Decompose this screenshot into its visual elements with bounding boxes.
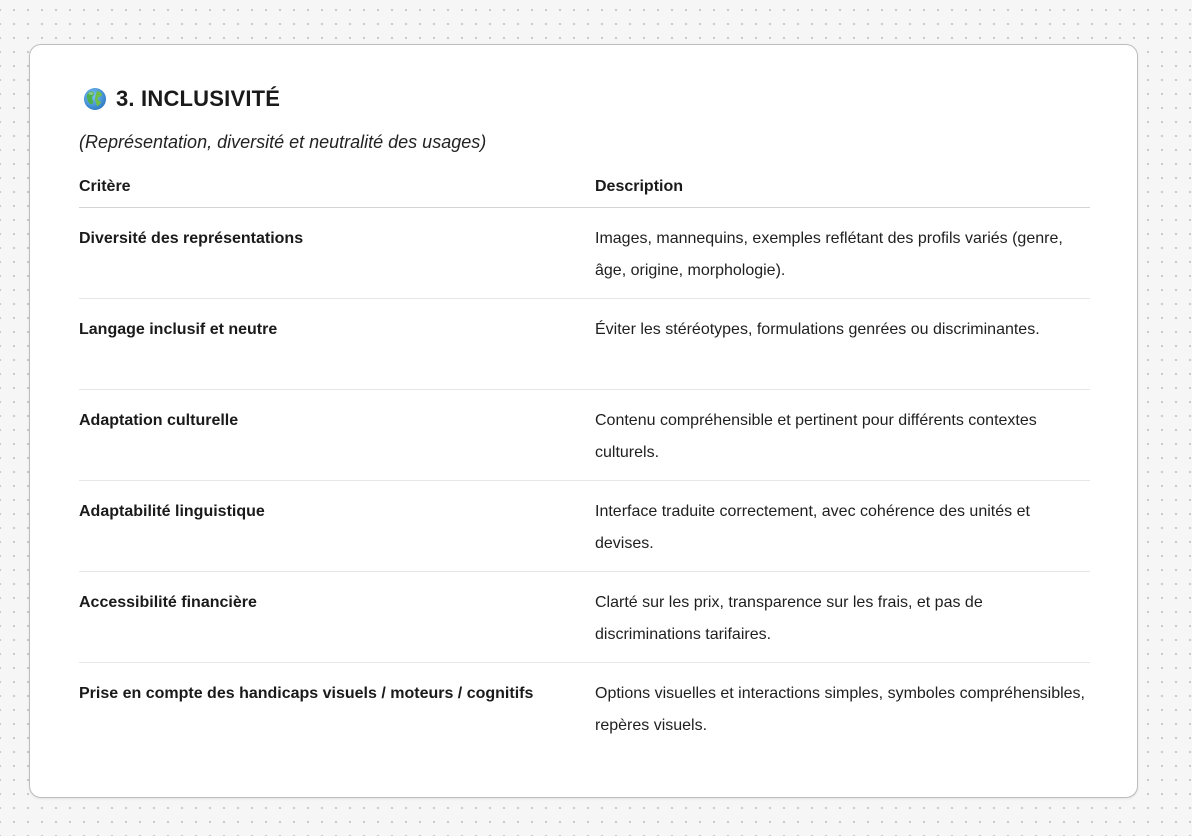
row-criterion: Adaptabilité linguistique (79, 503, 265, 520)
table-row (79, 481, 1090, 572)
row-criterion: Adaptation culturelle (79, 412, 239, 429)
row-description: Contenu compréhensible et pertinent pour différents contextes culturels. (595, 412, 1037, 461)
header-description: Description (595, 178, 684, 195)
row-description: Éviter les stéréotypes, formulations genrées ou discriminantes. (595, 321, 1040, 338)
row-description: Clarté sur les prix, transparence sur les frais, et pas de discriminations tarifaires. (595, 594, 983, 643)
table-row (79, 208, 1090, 299)
content-card (29, 44, 1138, 798)
section-subtitle: (Représentation, diversité et neutralité des usages) (79, 132, 487, 152)
globe-icon (83, 87, 107, 111)
row-criterion: Diversité des représentations (79, 230, 304, 247)
table-row (79, 663, 1090, 754)
row-criterion: Langage inclusif et neutre (79, 321, 278, 338)
table-row (79, 299, 1090, 390)
criteria-table (79, 172, 1090, 754)
table-row (79, 390, 1090, 481)
table-row (79, 572, 1090, 663)
row-criterion: Prise en compte des handicaps visuels / moteurs / cognitifs (79, 685, 534, 702)
row-description: Images, mannequins, exemples reflétant des profils variés (genre, âge, origine, morphologie). (595, 230, 1063, 279)
row-description: Options visuelles et interactions simples, symboles compréhensibles, repères visuels. (595, 685, 1085, 734)
section-header (83, 85, 280, 113)
header-criterion: Critère (79, 178, 131, 195)
row-description: Interface traduite correctement, avec cohérence des unités et devises. (595, 503, 1030, 552)
table-header (79, 172, 1090, 208)
row-criterion: Accessibilité financière (79, 594, 257, 611)
section-title: 3. INCLUSIVITÉ (116, 86, 281, 111)
